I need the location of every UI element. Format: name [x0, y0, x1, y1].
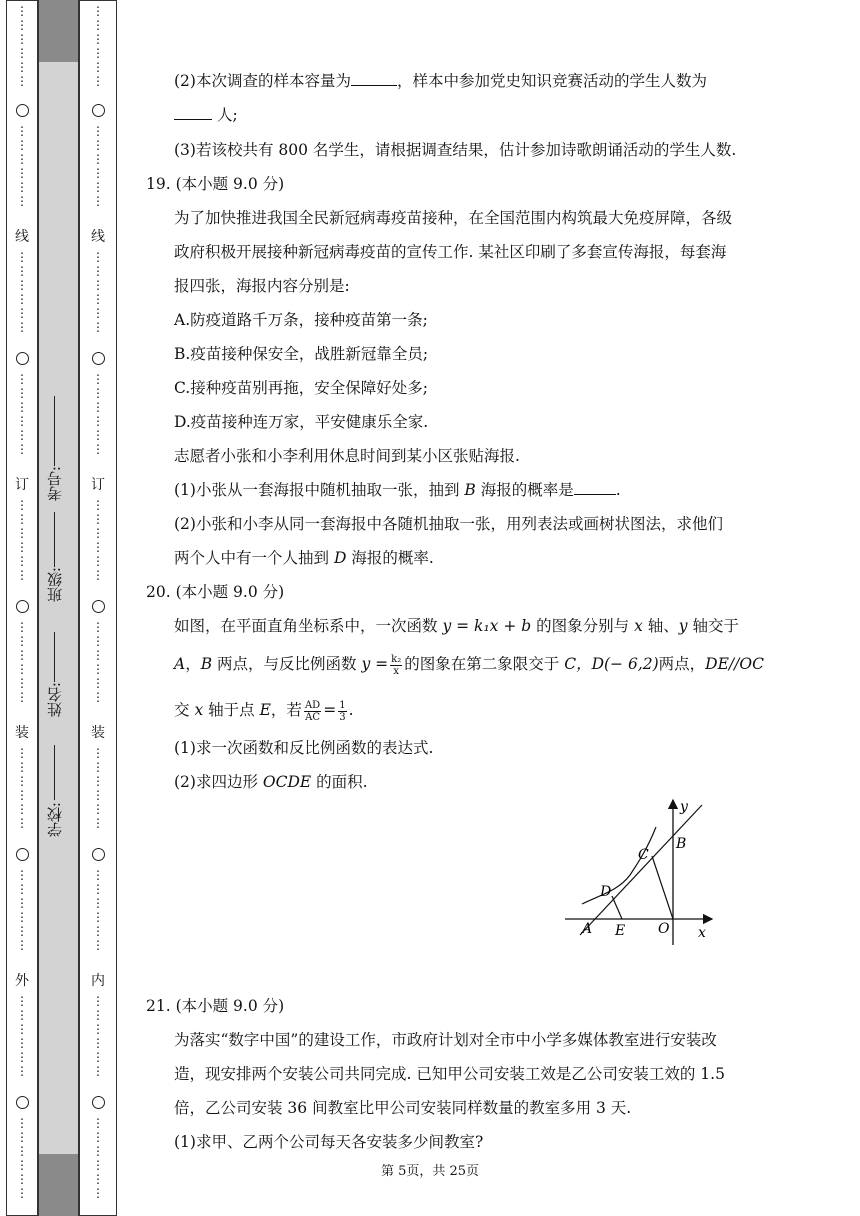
fraction-k2-over-x: $\frac{\text{k₂}}{x}$ — [391, 653, 402, 677]
circle-mark — [88, 1096, 108, 1109]
q19-stem-line2: 政府积极开展接种新冠病毒疫苗的宣传工作. 某社区印刷了多套宣传海报，每套海 — [174, 243, 727, 261]
class-field[interactable] — [44, 512, 74, 602]
binding-margin — [0, 0, 118, 1216]
q19-stem-line4: 志愿者小张和小李利用休息时间到某小区张贴海报. — [174, 447, 520, 465]
inner-marks-column — [88, 0, 108, 1216]
q20-stem-line1: 如图，在平面直角坐标系中，一次函数 y = k₁x + b 的图象分别与 x 轴、y 轴交于 — [174, 617, 739, 635]
q19-part2-line2: 两个人中有一个人抽到 D 海报的概率. — [174, 549, 434, 567]
inside-mark: 内 — [91, 973, 105, 989]
q21-stem-line3: 倍，乙公司安装 36 间教室比甲公司安装同样数量的教室多用 3 天. — [174, 1099, 632, 1117]
order-mark: 订 — [15, 477, 29, 493]
dots: ⋮ ⋮ ⋮ ⋮ ⋮ ⋮ — [16, 250, 28, 334]
circle-mark — [12, 600, 32, 613]
q18-part2-line1: (2)本次调查的样本容量为 ，样本中参加党史知识竞赛活动的学生人数为 — [174, 65, 707, 99]
outside-mark: 外 — [15, 973, 29, 989]
q20-stem-line2: A，B 两点，与反比例函数 y = $\frac{\text{k₂}}{x}$ 的图象在第二象限交于 C，D(− 6,2)两点，DE//OC — [174, 653, 764, 677]
q19-part2-line1: (2)小张和小李从同一套海报中各随机抽取一张，用列表法或画树状图法，求他们 — [174, 515, 723, 533]
q19-stem-line3: 报四张，海报内容分别是: — [174, 277, 350, 295]
outer-marks-column — [12, 0, 32, 1216]
line-mark: 线 — [91, 229, 105, 245]
dots: ⋮ ⋮ ⋮ ⋮ ⋮ ⋮ — [92, 1116, 104, 1200]
line-ab — [580, 805, 702, 935]
dots: ⋮ ⋮ ⋮ ⋮ ⋮ ⋮ — [16, 1116, 28, 1200]
coordinate-figure — [560, 795, 730, 955]
label-b: B — [676, 836, 687, 852]
school-label: 学校: — [46, 802, 64, 838]
circle-mark — [12, 352, 32, 365]
q21-stem-line2: 造，现安排两个安装公司共同完成. 已知甲公司安装工效是乙公司安装工效的 1.5 — [174, 1065, 725, 1083]
q21-part1: (1)求甲、乙两个公司每天各安装多少间教室? — [174, 1133, 484, 1151]
dots: ⋮ ⋮ ⋮ ⋮ ⋮ ⋮ — [16, 620, 28, 704]
dots: ⋮ ⋮ ⋮ ⋮ ⋮ ⋮ — [16, 498, 28, 582]
fraction-ad-over-ac: $\frac{AD}{AC}$ — [304, 699, 321, 723]
dots: ⋮ ⋮ ⋮ ⋮ ⋮ ⋮ — [92, 498, 104, 582]
page-footer: 第 5页，共 25页 — [380, 1164, 480, 1179]
q19-option-d: D.疫苗接种连万家，平安健康乐全家. — [174, 413, 429, 431]
fraction-one-third: $\frac{1}{3}$ — [339, 699, 346, 723]
dots: ⋮ ⋮ ⋮ ⋮ ⋮ ⋮ — [16, 868, 28, 952]
dots: ⋮ ⋮ ⋮ ⋮ ⋮ ⋮ — [92, 868, 104, 952]
dots: ⋮ ⋮ ⋮ ⋮ ⋮ ⋮ — [92, 124, 104, 208]
gray-strip-top-block — [39, 0, 78, 62]
dots: ⋮ ⋮ ⋮ ⋮ ⋮ ⋮ — [92, 746, 104, 830]
dots: ⋮ ⋮ ⋮ ⋮ ⋮ ⋮ — [16, 994, 28, 1078]
answer-blank[interactable] — [351, 67, 397, 86]
line-mark: 线 — [15, 229, 29, 245]
exam-number-field[interactable] — [44, 396, 74, 501]
name-field[interactable] — [44, 632, 74, 717]
dots: ⋮ ⋮ ⋮ ⋮ ⋮ ⋮ — [92, 994, 104, 1078]
answer-blank[interactable] — [174, 101, 212, 120]
gray-binding-strip — [38, 0, 79, 1216]
segment-de — [612, 896, 622, 919]
q20-part2: (2)求四边形 OCDE 的面积. — [174, 773, 368, 791]
q20-heading: 20. (本小题 9.0 分) — [146, 583, 285, 601]
circle-mark — [12, 848, 32, 861]
class-label: 班级: — [46, 567, 64, 603]
label-o: O — [658, 921, 670, 937]
q19-option-c: C.接种疫苗别再拖，安全保障好处多; — [174, 379, 428, 397]
order-mark: 订 — [91, 477, 105, 493]
label-x: x — [698, 925, 706, 941]
q18-part2-line2: 人; — [174, 99, 238, 133]
circle-mark — [88, 352, 108, 365]
dots: ⋮ ⋮ ⋮ ⋮ ⋮ ⋮ — [92, 250, 104, 334]
circle-mark — [12, 104, 32, 117]
circle-mark — [12, 1096, 32, 1109]
dots: ⋮ ⋮ ⋮ ⋮ ⋮ ⋮ — [16, 124, 28, 208]
q20-part1: (1)求一次函数和反比例函数的表达式. — [174, 739, 434, 757]
name-label: 姓名: — [46, 682, 64, 718]
circle-mark — [88, 848, 108, 861]
q19-part1: (1)小张从一套海报中随机抽取一张，抽到 B 海报的概率是 . — [174, 474, 621, 508]
q19-heading: 19. (本小题 9.0 分) — [146, 175, 285, 193]
bind-mark: 装 — [15, 725, 29, 741]
dots: ⋮ ⋮ ⋮ ⋮ ⋮ ⋮ — [16, 4, 28, 88]
label-y: y — [680, 799, 688, 815]
answer-blank[interactable] — [574, 476, 616, 495]
label-c: C — [638, 847, 649, 863]
label-a: A — [582, 921, 593, 937]
dots: ⋮ ⋮ ⋮ ⋮ ⋮ ⋮ — [92, 620, 104, 704]
label-d: D — [600, 884, 612, 900]
q19-stem-line1: 为了加快推进我国全民新冠病毒疫苗接种，在全国范围内构筑最大免疫屏障，各级 — [174, 209, 733, 227]
q19-option-b: B.疫苗接种保安全，战胜新冠靠全员; — [174, 345, 429, 363]
exam-number-label: 考号: — [46, 466, 64, 502]
q19-option-a: A.防疫道路千万条，接种疫苗第一条; — [174, 311, 428, 329]
bind-mark: 装 — [91, 725, 105, 741]
q21-stem-line1: 为落实“数字中国”的建设工作，市政府计划对全市中小学多媒体教室进行安装改 — [174, 1031, 717, 1049]
dots: ⋮ ⋮ ⋮ ⋮ ⋮ ⋮ — [16, 372, 28, 456]
school-field[interactable] — [44, 745, 74, 837]
dots: ⋮ ⋮ ⋮ ⋮ ⋮ ⋮ — [92, 372, 104, 456]
label-e: E — [615, 923, 626, 939]
q21-heading: 21. (本小题 9.0 分) — [146, 997, 285, 1015]
circle-mark — [88, 104, 108, 117]
dots: ⋮ ⋮ ⋮ ⋮ ⋮ ⋮ — [16, 746, 28, 830]
segment-oc — [652, 856, 673, 919]
dots: ⋮ ⋮ ⋮ ⋮ ⋮ ⋮ — [92, 4, 104, 88]
q18-part3: (3)若该校共有 800 名学生，请根据调查结果，估计参加诗歌朗诵活动的学生人数. — [174, 141, 737, 159]
q20-stem-line3: 交 x 轴于点 E，若 $\frac{AD}{AC}$ = $\frac{1}{3}$ . — [174, 699, 354, 723]
circle-mark — [88, 600, 108, 613]
